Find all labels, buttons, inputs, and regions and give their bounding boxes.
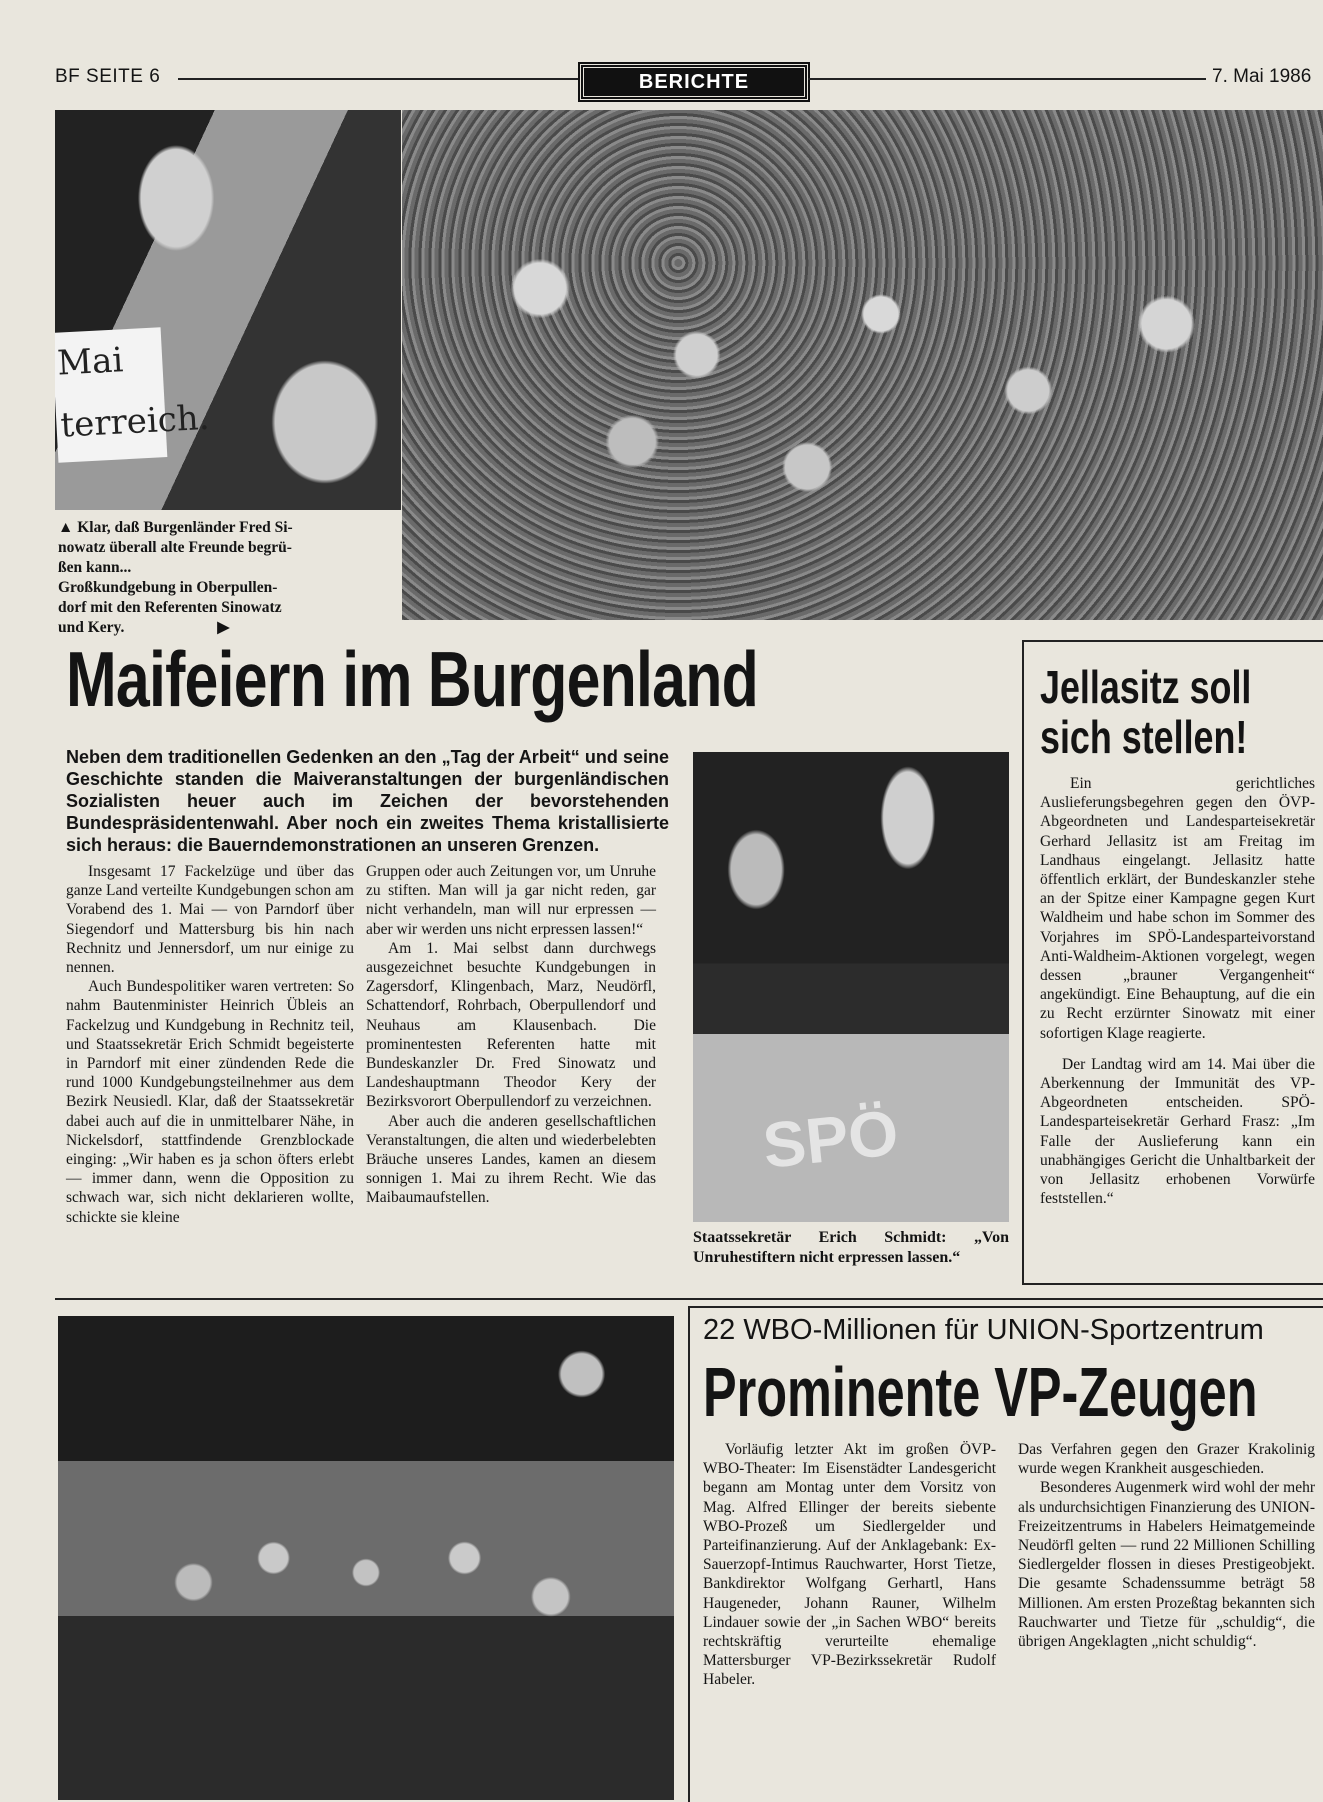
photo1-caption-line: ßen kann... xyxy=(58,559,132,576)
speaker-photo-caption: Staatssekretär Erich Schmidt: „Von Unruhestiftern nicht erpressen lassen.“ xyxy=(693,1229,1009,1266)
handshake-photo xyxy=(55,110,401,510)
photo1-caption-line: dorf mit den Referenten Sinowatz xyxy=(58,599,282,616)
paragraph: Gruppen oder auch Zeitungen vor, um Unruhe zu stiften. Man will ja gar nicht reden, gar nicht verhandeln, man will nur erpressen — aber wir werden uns nicht erpressen lassen!“ xyxy=(366,863,656,938)
paragraph: Besonderes Augenmerk wird wohl der mehr als undurchsichtigen Finanzierung des UNION-Freizeitzentrums in Habelers Heimatgemeinde Neudörfl gelten — rund 22 Millionen Schilling Siedlergelder flossen in dieses Prestigeobjekt. Die gesamte Schadenssumme beträgt 58 Millionen. Am ersten Prozeßtag bekannten sich Rauchwarter und Tietze für „schuldig“, die übrigen Angeklagten „nicht schuldig“. xyxy=(1018,1479,1316,1651)
side-article-body xyxy=(1040,774,1315,1208)
paragraph: Aber auch die anderen gesellschaftlichen Veranstaltungen, die alten und wiederbelebten Bräuche unseres Landes, kamen an diesem sonnigen 1. Mai zu ihrem Recht. Wie das Maibaumaufstellen. xyxy=(366,1112,656,1207)
paragraph: Ein gerichtliches Auslieferungsbegehren gegen den ÖVP-Abgeordneten und Landesparteisekretär Gerhard Jellasitz ist am Freitag im Landhaus eingelangt. Jellasitz hatte öffentlich erklärt, der Bundeskanzler stehe an der Spitze einer Kampagne gegen Kurt Waldheim und habe schon im Sommer des Vorjahres im SPÖ-Landesparteivorstand Anti-Waldheim-Aktionen vorgelegt, wegen dessen „brauner Vergangenheit“ angekündigt. Eine Behauptung, auf die ein zu Recht erzürnter Sinowatz mit einer sofortigen Klage reagierte. xyxy=(1040,775,1315,1042)
crowd-photo xyxy=(402,110,1323,620)
photo1-caption-line: nowatz überall alte Freunde begrü- xyxy=(58,539,292,556)
paragraph: Auch Bundespolitiker waren vertreten: So nahm Bautenminister Heinrich Übleis an Fackelzug und Kundgebung in Rechnitz teil, und Staatssekretär Erich Schmidt begeisterte in Parndorf mit einer zündenden Rede die rund 1000 Kundgebungsteilnehmer aus dem Bezirk Neusiedl. Klar, daß der Staatssekretär dabei auch auf die in unmittelbarer Nähe, in Nickelsdorf, stattfindende Grenzblockade einging: „Wir haben es ja schon öfters erlebt — immer dann, wenn die Opposition zu schwach war, sich nicht deklarieren wollte, schickte sie kleine xyxy=(66,978,354,1226)
main-article-column-2 xyxy=(366,862,656,1208)
photo-sign-line-1: Mai xyxy=(56,340,125,384)
header-rule-right xyxy=(808,78,1206,80)
speaker-photo xyxy=(693,752,1009,1222)
side-headline xyxy=(1040,662,1251,762)
main-lead xyxy=(66,746,669,856)
courtroom-photo xyxy=(58,1316,674,1800)
side-headline-line-2: sich stellen! xyxy=(1040,711,1248,763)
bottom-article-column-2 xyxy=(1018,1440,1315,1651)
paragraph: Vorläufig letzter Akt im großen ÖVP-WBO-Theater: Im Eisenstädter Landesgericht begann am Montag unter dem Vorsitz von Mag. Alfred Ellinger der bereits siebente WBO-Prozeß um Siedlergelder und Parteifinanzierung. Auf der Anklagebank: Ex-Sauerzopf-Intimus Rauchwarter, Horst Tietze, Bankdirektor Wolfgang Gerhartl, Hans Haugeneder, Johann Rauner, Wilhelm Lindauer sowie der „in Sachen WBO“ bereits rechtskräftig verurteilte ehemalige Mattersburger VP-Bezirkssekretär Rudolf Habeler. xyxy=(703,1441,996,1689)
issue-date: 7. Mai 1986 xyxy=(1212,66,1312,87)
header-rule-left xyxy=(178,78,578,80)
photo1-caption-line: Großkundgebung in Oberpullen- xyxy=(58,579,278,596)
side-headline-line-1: Jellasitz soll xyxy=(1040,661,1252,713)
bottom-headline: Prominente VP-Zeugen xyxy=(703,1353,1258,1431)
photo1-caption-line: und Kery. ▶ xyxy=(58,619,230,636)
section-divider xyxy=(55,1298,1323,1300)
photo-sign-line-2: terreich. xyxy=(59,397,211,446)
paragraph: Am 1. Mai selbst dann durchwegs ausgezeichnet besuchte Kundgebungen in Zagersdorf, Klingenbach, Marz, Neudörfl, Schattendorf, Rohrbach, Oberpullendorf und Neuhaus am Klausenbach. Die prominentesten Referenten hatte mit Bundeskanzler Dr. Fred Sinowatz und Landeshauptmann Theodor Kery der Bezirksvorort Oberpullendorf zu verzeichnen. xyxy=(366,939,656,1111)
photo-sign-spo: SPÖ xyxy=(759,1096,902,1182)
section-label: BERICHTE xyxy=(580,64,808,100)
bottom-article-column-1 xyxy=(703,1440,996,1690)
main-article-column-1 xyxy=(66,862,354,1227)
photo-sign xyxy=(55,327,211,463)
photo1-caption xyxy=(58,518,358,638)
paragraph: Der Landtag wird am 14. Mai über die Aberkennung der Immunität des VP-Abgeordneten entscheiden. SPÖ-Landesparteisekretär Gerhard Frasz: „Im Falle der Auslieferung kann ein unabhängiges Gericht die Unhaltbarkeit der von Jellasitz erhobenen Vorwürfe feststellen.“ xyxy=(1040,1055,1315,1208)
bottom-subheadline: 22 WBO-Millionen für UNION-Sportzentrum xyxy=(703,1314,1264,1346)
paragraph: Das Verfahren gegen den Grazer Krakolinig wurde wegen Krankheit ausgeschieden. xyxy=(1018,1441,1315,1478)
photo1-caption-line: ▲ Klar, daß Burgenländer Fred Si- xyxy=(58,519,293,536)
main-lead-text: Neben dem traditionellen Gedenken an den „Tag der Arbeit“ und seine Geschichte standen die Maiveranstaltungen der burgenländischen Sozialisten heuer auch im Zeichen der bevorstehenden Bundespräsidentenwahl. Aber noch ein zweites Thema kristallisierte sich heraus: die Bauerndemonstrationen an unseren Grenzen. xyxy=(66,747,669,855)
paragraph: Insgesamt 17 Fackelzüge und über das ganze Land verteilte Kundgebungen schon am Vorabend des 1. Mai — von Parndorf über Siegendorf und Mattersburg bis hin nach Rechnitz und Jennersdorf, um nur einige zu nennen. xyxy=(66,863,354,977)
page-number: BF SEITE 6 xyxy=(55,66,161,87)
main-headline: Maifeiern im Burgenland xyxy=(66,635,758,723)
